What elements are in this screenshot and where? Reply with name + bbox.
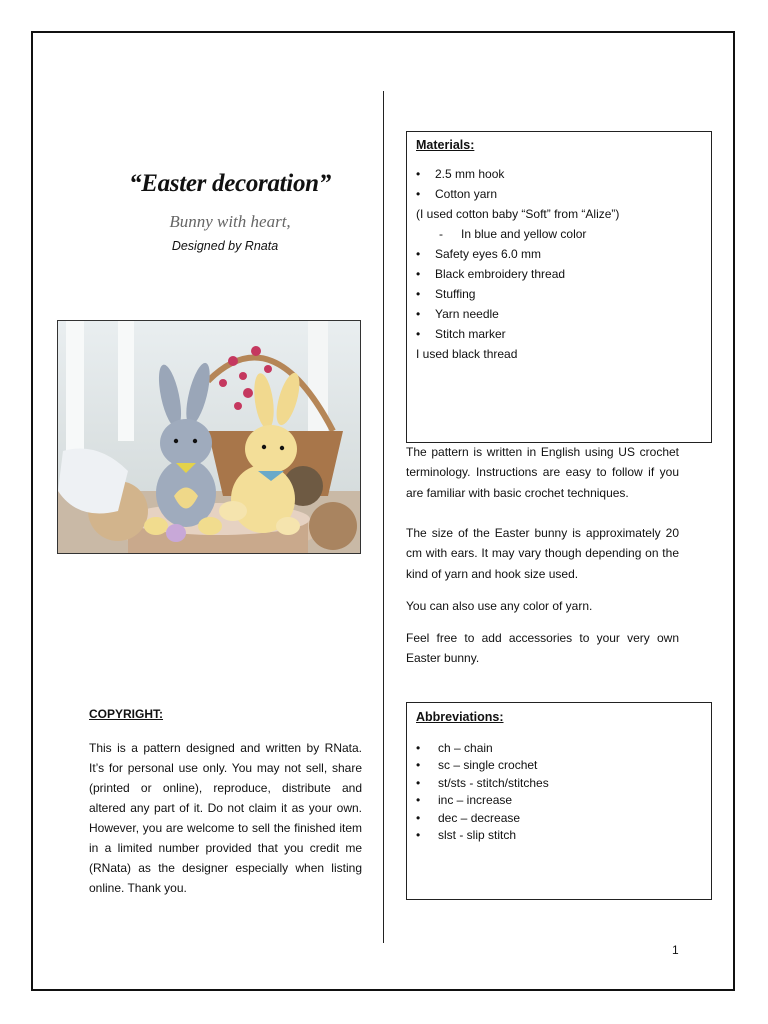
list-item: (I used cotton baby “Soft” from “Alize”) — [416, 207, 620, 221]
list-item: • Black embroidery thread — [416, 264, 702, 284]
list-item: • Yarn needle — [416, 304, 702, 324]
list-item: • sc – single crochet — [416, 757, 702, 774]
materials-heading: Materials: — [416, 138, 475, 152]
list-item: • ch – chain — [416, 740, 702, 757]
designer-credit: Designed by Rnata — [171, 239, 279, 253]
document-subtitle: Bunny with heart, — [169, 212, 291, 231]
materials-box — [406, 131, 712, 443]
abbreviations-box — [406, 702, 712, 900]
list-item: • st/sts - stitch/stitches — [416, 775, 702, 792]
document-title: “Easter decoration” — [129, 170, 331, 197]
bunny-photo — [57, 320, 361, 554]
abbreviations-list — [416, 740, 702, 844]
bunny-photo-illustration — [58, 321, 360, 553]
abbreviations-heading: Abbreviations: — [416, 710, 504, 724]
list-item: • slst - slip stitch — [416, 827, 702, 844]
copyright-text: This is a pattern designed and written by RNata. It’s for personal use only. You may not sell, share (printed or online), reproduce, distribute and altered any part of it. Do not claim it as your own. However, you are welcome to sell the finished item in a limited number provided that you credit me (RNata) as the designer especially when listing online. Thank you. — [89, 741, 362, 895]
list-item: • Stitch marker — [416, 324, 702, 344]
page-number: 1 — [672, 943, 679, 957]
intro-paragraph-terminology: The pattern is written in English using US crochet terminology. Instructions are easy to follow if you are familiar with basic crochet techniques. — [406, 445, 679, 500]
intro-paragraph-accessories: Feel free to add accessories to your very own Easter bunny. — [406, 631, 679, 666]
list-item: I used black thread — [416, 347, 518, 361]
list-item: • Stuffing — [416, 284, 702, 304]
list-item: • dec – decrease — [416, 810, 702, 827]
intro-paragraph-color: You can also use any color of yarn. — [406, 599, 593, 613]
list-item: • 2.5 mm hook — [416, 164, 702, 184]
list-item: • Safety eyes 6.0 mm — [416, 244, 702, 264]
intro-paragraph-size: The size of the Easter bunny is approximately 20 cm with ears. It may vary though depending on the kind of yarn and hook size used. — [406, 526, 679, 581]
materials-list — [416, 164, 702, 364]
list-item: • inc – increase — [416, 792, 702, 809]
list-item: - In blue and yellow color — [416, 224, 702, 244]
list-item: • Cotton yarn — [416, 184, 702, 204]
copyright-heading: COPYRIGHT: — [89, 707, 164, 721]
